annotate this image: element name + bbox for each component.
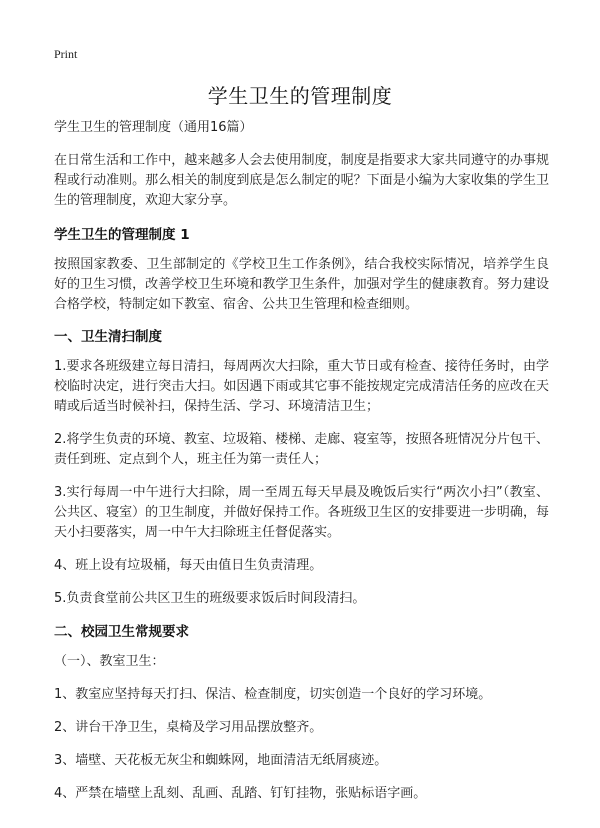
campus-heading: 二、校园卫生常规要求 [54,624,189,640]
print-label[interactable]: Print [54,47,78,61]
list-item: 3.实行每周一中午进行大扫除，周一至周五每天早晨及晚饭后实行“两次小扫”（教室、公共区、寝室）的卫生制度，并做好保持工作。各班级卫生区的安排要进一步明确，每天小扫要落实，周一中午大扫除班主任督促落实。 [54,485,549,540]
list-item: 3、墙壁、天花板无灰尘和蜘蛛网，地面清洁无纸屑痰迹。 [54,753,388,768]
list-item: 1、教室应坚持每天打扫、保洁、检查制度，切实创造一个良好的学习环境。 [54,687,492,702]
cleaning-heading: 一、卫生清扫制度 [54,329,162,345]
section-heading: 学生卫生的管理制度 1 [54,227,190,243]
list-item: 4、严禁在墙壁上乱刻、乱画、乱踏、钉钉挂物，张贴标语字画。 [54,786,427,801]
document-subtitle: 学生卫生的管理制度（通用16篇） [54,120,253,135]
classroom-label: （一）、教室卫生： [54,654,165,669]
document-body [54,118,549,817]
list-item: 2、讲台干净卫生，桌椅及学习用品摆放整齐。 [54,720,323,735]
section-paragraph: 按照国家教委、卫生部制定的《学校卫生工作条例》，结合我校实际情况，培养学生良好的卫生习惯，改善学校卫生环境和教学卫生条件，加强对学生的健康教育。努力建设合格学校，特制定如下教室、宿舍、公共卫生管理和检查细则。 [54,257,549,312]
list-item: 1.要求各班级建立每日清扫，每周两次大扫除，重大节日或有检查、接待任务时，由学校临时决定，进行突击大扫。如因遇下雨或其它事不能按规定完成清洁任务的应改在天晴或后适当时候补扫，保持生活、学习、环境清洁卫生； [54,359,549,414]
list-item: 4、班上设有垃圾桶，每天由值日生负责清理。 [54,558,323,573]
list-item: 5.负责食堂前公共区卫生的班级要求饭后时间段清扫。 [54,591,366,606]
intro-paragraph: 在日常生活和工作中，越来越多人会去使用制度，制度是指要求大家共同遵守的办事规程或行动准则。那么相关的制度到底是怎么制定的呢？下面是小编为大家收集的学生卫生的管理制度，欢迎大家分享。 [54,153,549,208]
page-title: 学生卫生的管理制度 [207,84,393,108]
list-item: 2.将学生负责的环境、教室、垃圾箱、楼梯、走廊、寝室等，按照各班情况分片包干、责任到班、定点到个人，班主任为第一责任人； [54,432,549,467]
